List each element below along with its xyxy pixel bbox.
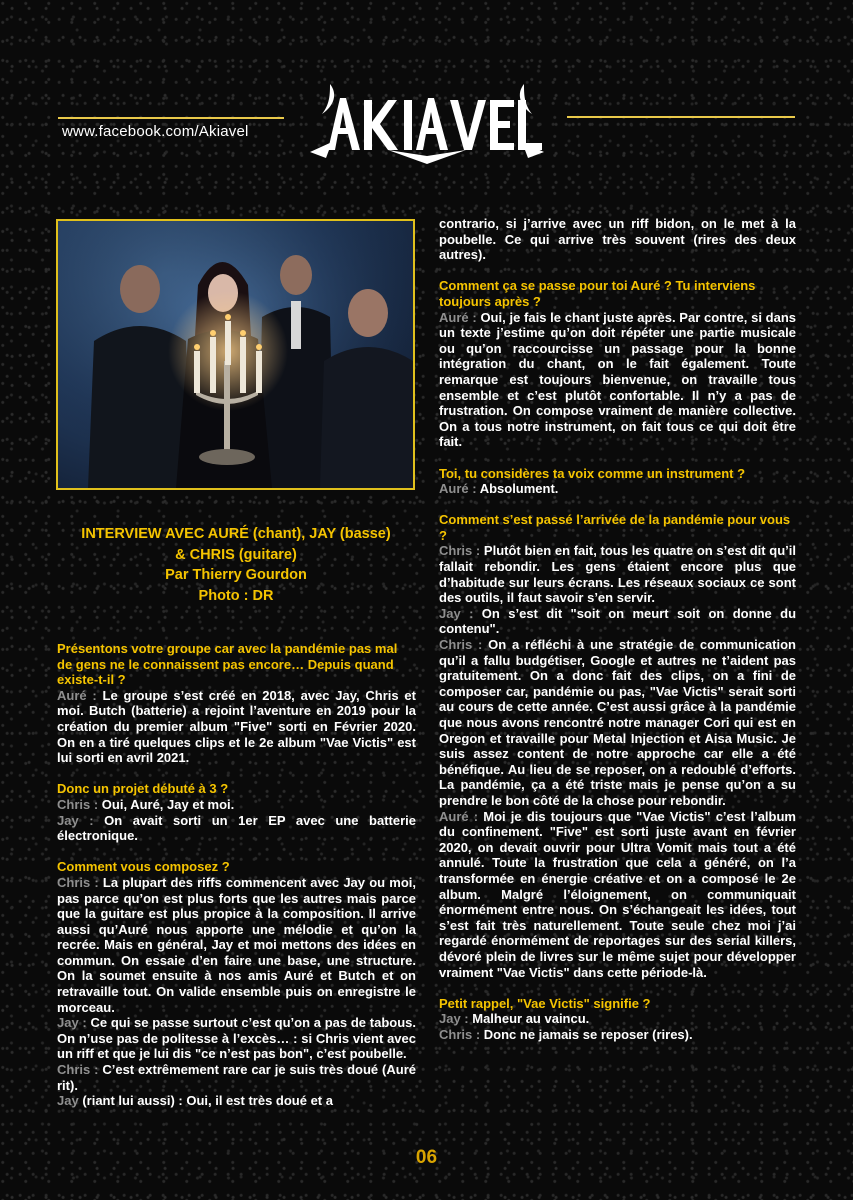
speaker: Auré : xyxy=(439,481,477,497)
header-rule-right xyxy=(567,116,795,118)
question-6: Comment s’est passé l’arrivée de la pandémie pour vous ? xyxy=(439,512,791,543)
credits-line-3: Par Thierry Gourdon xyxy=(165,567,307,583)
speaker: Jay : xyxy=(439,605,474,621)
answer-4: Chris : La plupart des riffs commencent avec Jay ou moi, pas parce qu’on est plus forts que les autres mais parce que la guitare est plus propice à la composition. Il arrive aussi qu’Auré nous apporte une mélodie et qu’on la recrée. Mais en général, Jay et moi mettons des idées en commun. On essaie d’en faire une base, une structure. On la soumet ensuite à nos amis Auré et Butch et on retravaille tout. On valide ensemble puis on enregistre le morceau. xyxy=(57,874,416,1015)
answer-9: Auré : Absolument. xyxy=(439,481,559,497)
answer-7: Jay (riant lui aussi) : Oui, il est très doué et a xyxy=(57,1093,333,1109)
answer-5: Jay : Ce qui se passe surtout c’est qu’on a pas de tabous. On n’use pas de politesse à l’excès… : si Chris vient avec un riff et que je lui dis "ce n’est pas bon", c’est poubelle. xyxy=(57,1015,416,1062)
question-2: Donc un projet débuté à 3 ? xyxy=(57,781,229,797)
right-column xyxy=(439,216,796,1042)
speaker: Chris : xyxy=(57,874,99,890)
speaker: Auré : xyxy=(57,687,97,703)
header-rule-left xyxy=(58,117,284,119)
speaker: Jay : xyxy=(57,812,94,828)
akiavel-logo xyxy=(308,80,546,168)
speaker: Chris : xyxy=(439,637,483,653)
credits-line-2: & CHRIS (guitare) xyxy=(175,546,297,563)
facebook-url: www.facebook.com/Akiavel xyxy=(62,123,249,140)
answer-2: Chris : Oui, Auré, Jay et moi. xyxy=(57,796,235,812)
speaker: Chris : xyxy=(57,796,99,812)
answer-11: Jay : On s’est dit "soit on meurt soit on donne du contenu". xyxy=(439,605,797,637)
speaker: Auré : xyxy=(439,808,479,824)
question-3: Comment vous composez ? xyxy=(57,859,230,875)
answer-8: Auré : Oui, je fais le chant juste après. Par contre, si dans un texte j’estime qu’on doit répéter une partie musicale ou qu’on raccourcisse un passage pour la bonne intégration du chant, on le fait également. Toute remarque est toujours bienvenue, on travaille tous ensemble et c’est plutôt confortable. Il n’y a pas de frustration. On compose vraiment de manière collective. On a tous notre instrument, on fait tous ce qui doit être fait. xyxy=(439,309,797,450)
credits-line-4: Photo : DR xyxy=(198,587,274,604)
speaker: Chris : xyxy=(439,543,481,559)
continued-text: contrario, si j’arrive avec un riff bidon, on le met à la poubelle. Ce qui arrive très souvent (rires des deux autres). xyxy=(439,216,796,263)
answer-1: Auré : Le groupe s’est créé en 2018, avec Jay, Chris et moi. Butch (batterie) a rejoint l’aventure en 2019 pour la création du premier album "Five" sorti en Février 2020. On en a tiré quelques clips et le 2e album "Vae Victis" est lui sorti en avril 2021. xyxy=(57,687,416,766)
band-photo xyxy=(56,219,415,490)
credits-line-1: INTERVIEW AVEC AURÉ (chant), JAY (basse) xyxy=(81,526,391,542)
answer-10: Chris : Plutôt bien en fait, tous les quatre on s’est dit qu’il fallait rebondir. Les gens étaient encore plus que d’habitude sur leurs écrans. Les réseaux sociaux ce sont des outils, il faut savoir s’en servir. xyxy=(439,543,796,606)
speaker: Chris : xyxy=(57,1062,99,1078)
speaker: Jay : xyxy=(57,1015,87,1031)
answer-6: Chris : C’est extrêmement rare car je suis très doué (Auré rit). xyxy=(57,1062,416,1093)
question-5: Toi, tu considères ta voix comme un instrument ? xyxy=(439,465,746,481)
speaker: Jay xyxy=(57,1093,79,1109)
left-column xyxy=(57,641,416,1109)
speaker: Jay : xyxy=(439,1011,469,1027)
answer-15: Chris : Donc ne jamais se reposer (rires). xyxy=(439,1026,693,1042)
question-4: Comment ça se passe pour toi Auré ? Tu interviens toujours après ? xyxy=(439,278,756,309)
answer-14: Jay : Malheur au vaincu. xyxy=(439,1011,590,1027)
page-number: 06 xyxy=(415,1147,438,1168)
answer-12: Chris : On a réfléchi à une stratégie de communication qu’il a fallu budgétiser, Google et autres ne t’aident pas gratuitement. On a donc fait des clips, on a fini de composer car, pandémie ou pas, "Vae Victis" serait sorti au cours de cette année. C’est aussi grâce à la pandémie que nous avons rencontré notre manager Cori qui est en Oregon et travaille pour Metal Injection et Aisa Music. Je suis assez content de notre approche car elle a été bénéfique. Au lieu de se reposer, on a redoublé d’efforts. La pandémie, ça a été triste mais je pense qu’on a su prendre le bon côté de la chose pour rebondir. xyxy=(439,637,796,808)
answer-13: Auré : Moi je dis toujours que "Vae Victis" c’est l’album du confinement. "Five" est sorti juste avant en février 2020, on devait ouvrir pour Ultra Vomit mais tout a été annulé. Toute la frustration que cela a généré, on l’a transformée en énergie créative et on a composé le 2e album. Malgré l’éloignement, on communiquait énormément entre nous. On s’échangeait les idées, tout s’est fait très naturellement. Toute seule chez moi j’ai regardé énormément de reportages sur des serial killers, dévoré plein de livres sur le même sujet pour développer vraiment "Vae Victis" dans cette période-là. xyxy=(439,808,796,980)
interview-credits xyxy=(56,524,416,606)
question-7: Petit rappel, "Vae Victis" signifie ? xyxy=(439,995,651,1011)
question-1: Présentons votre groupe car avec la pandémie pas mal de gens ne le connaissent pas encore… Depuis quand existe-t-il ? xyxy=(57,641,398,688)
speaker: Chris : xyxy=(439,1026,481,1042)
speaker: Auré : xyxy=(439,309,477,325)
band-photo-illustration xyxy=(58,221,413,488)
answer-3: Jay : On avait sorti un 1er EP avec une batterie électronique. xyxy=(57,812,416,844)
